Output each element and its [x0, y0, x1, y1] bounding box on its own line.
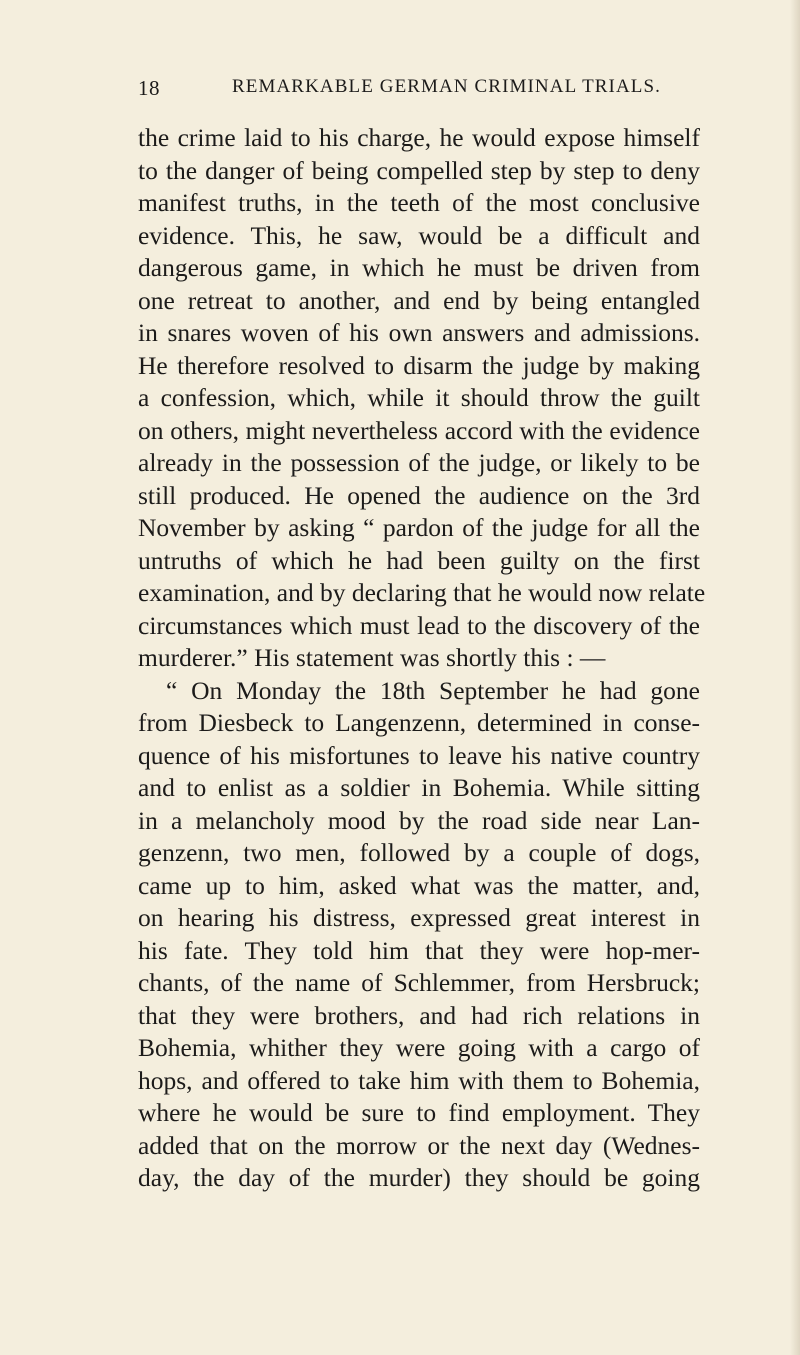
text-line: from Diesbeck to Langenzenn, determined in conse-: [138, 708, 700, 737]
text-line: in a melancholy mood by the road side near Lan-: [138, 805, 700, 835]
running-title: REMARKABLE GERMAN CRIMINAL TRIALS.: [232, 76, 662, 97]
text-line: a confession, which, while it should throw the guilt: [138, 383, 700, 412]
text-line: the crime laid to his charge, he would expose himself: [138, 123, 700, 152]
text-line: to the danger of being compelled step by step to deny: [138, 155, 700, 185]
text-line: chants, of the name of Schlemmer, from Hersbruck;: [138, 968, 700, 997]
text-line: day, the day of the murder) they should be going: [138, 1163, 700, 1192]
text-line: where he would be sure to find employment. They: [138, 1098, 700, 1127]
text-line: that they were brothers, and had rich relations in: [138, 1000, 700, 1030]
text-line: murderer.” His statement was shortly this : —: [138, 643, 606, 672]
text-line: in snares woven of his own answers and admissions.: [138, 318, 700, 347]
text-line: his fate. They told him that they were hop-mer-: [138, 935, 700, 965]
text-line: still produced. He opened the audience on the 3rd: [138, 480, 700, 510]
text-line: quence of his misfortunes to leave his native country: [138, 740, 700, 770]
text-line: evidence. This, he saw, would be a difficult and: [138, 220, 700, 250]
text-line: manifest truths, in the teeth of the most conclusive: [138, 188, 700, 217]
text-line: and to enlist as a soldier in Bohemia. While sitting: [138, 773, 700, 802]
text-line: November by asking “ pardon of the judge for all the: [138, 513, 700, 542]
text-line: genzenn, two men, followed by a couple of dogs,: [138, 838, 700, 867]
text-line: added that on the morrow or the next day (Wednes-: [138, 1130, 700, 1160]
text-line: one retreat to another, and end by being entangled: [138, 285, 700, 315]
text-line: “ On Monday the 18th September he had gone: [166, 675, 700, 705]
text-line: already in the possession of the judge, or likely to be: [138, 448, 700, 477]
text-line: came up to him, asked what was the matter, and,: [138, 870, 700, 900]
text-line: dangerous game, in which he must be driven from: [138, 253, 700, 282]
text-line: Bohemia, whither they were going with a cargo of: [138, 1033, 700, 1062]
page-number: 18: [138, 76, 160, 100]
text-line: hops, and offered to take him with them to Bohemia,: [138, 1065, 700, 1095]
text-line: untruths of which he had been guilty on the first: [138, 545, 700, 575]
page-header: [138, 76, 678, 110]
text-line: circumstances which must lead to the discovery of the: [138, 610, 700, 640]
text-line: He therefore resolved to disarm the judge by making: [138, 350, 700, 380]
text-line: on others, might nevertheless accord with the evidence: [138, 415, 700, 445]
body-text: [138, 122, 706, 1195]
page-edge-shadow: [790, 0, 800, 1355]
text-line: examination, and by declaring that he would now relate: [138, 578, 706, 607]
text-line: on hearing his distress, expressed great interest in: [138, 903, 700, 932]
